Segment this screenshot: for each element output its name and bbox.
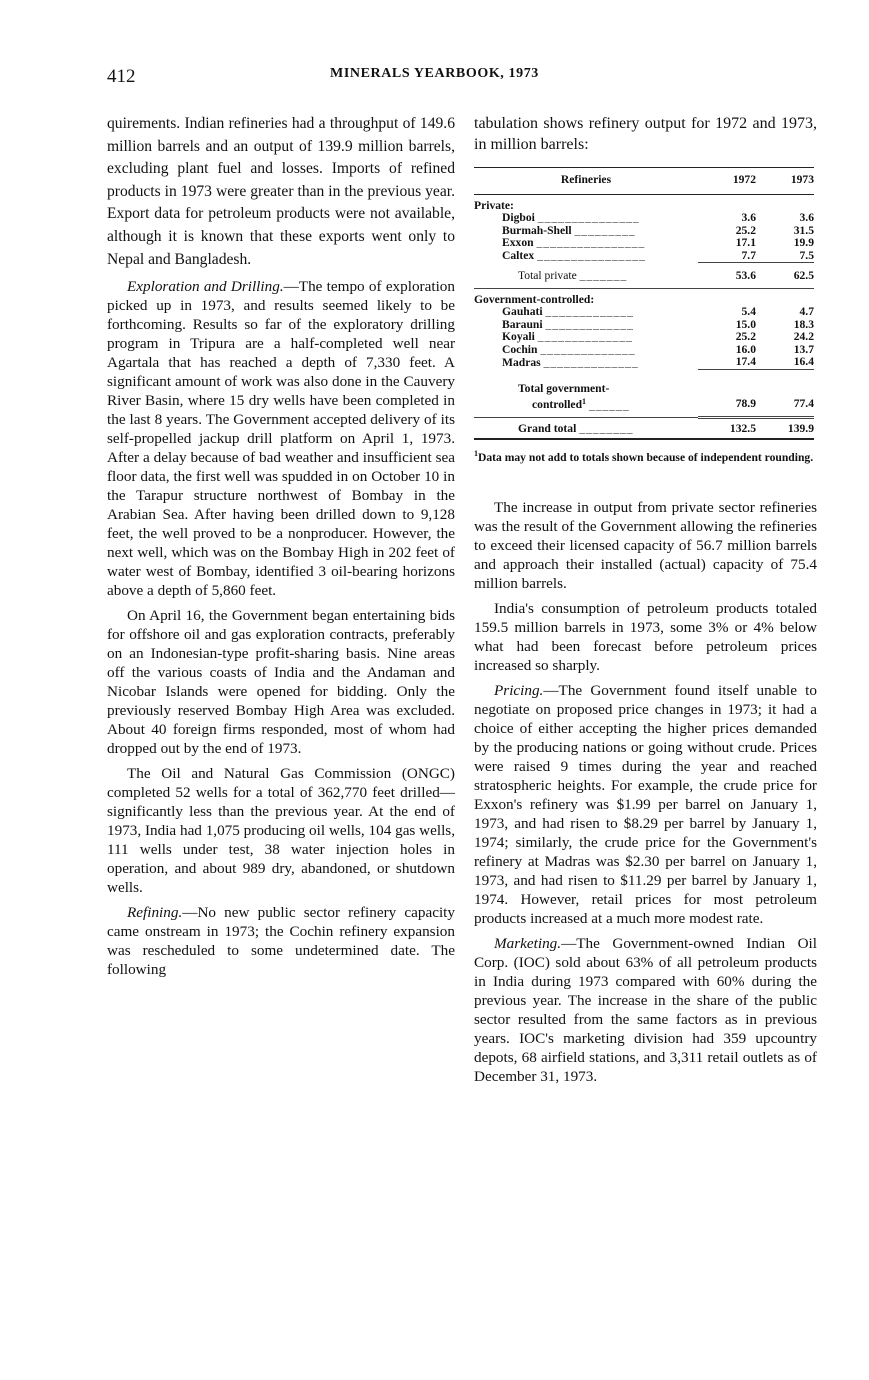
left-column xyxy=(107,113,455,985)
value-1972: 17.4 xyxy=(735,355,756,368)
right-column xyxy=(474,113,817,1092)
group-label-row xyxy=(474,194,814,212)
section-heading-marketing: Marketing. xyxy=(494,935,562,953)
refinery-name: Madras xyxy=(502,355,541,369)
refinery-name: Barauni xyxy=(502,317,543,331)
paragraph-exploration xyxy=(107,277,455,600)
value-1973: 139.9 xyxy=(756,417,814,439)
total-private-row xyxy=(474,263,814,289)
group-label-row xyxy=(474,288,814,306)
leader-dots: ______________ xyxy=(537,330,633,343)
paragraph-text: —No new public sector refinery capacity came onstream in 1973; the Cochin refinery expansion was rescheduled to some undetermined date. The following xyxy=(107,904,455,979)
paragraph-text: —The tempo of exploration picked up in 1973, and results seemed likely to be forthcoming. Results so far of the exploratory drilling program in Tripura are a half-completed well near Agartala that has reached a depth of 7,330 feet. A significant amount of work was also done in the Cauvery River Basin, where 15 dry wells have been completed in the last 8 years. The Government accepted delivery of its self-propelled jackup drill platform on April 1, 1973. After a delay because of bad weather and insufficient sea floor data, the first well was spudded in on October 10 in the Tarapur structure northwest of Bombay in the Arabian Sea. After having been drilled down to 9,128 feet, the well proved to be a nonproducer. However, the next well, which was on the Bombay High in 202 feet of water west of Bombay, identified 3 oil-bearing horizons above a depth of 5,860 feet. xyxy=(107,278,455,600)
leader-dots: ______________ xyxy=(543,355,639,369)
footnote-marker: 1 xyxy=(474,449,478,459)
value-1972: 17.1 xyxy=(735,236,756,249)
value-1973: 18.3 xyxy=(793,317,814,331)
paragraph-ongc: The Oil and Natural Gas Commission (ONGC) completed 52 wells for a total of 362,770 feet drilled—significantly less than the previous year. At the end of 1973, India had 1,075 producing oil wells, 104 gas wells, 111 wells under test, 38 water injection holes in operation, and about 989 dry, abandoned, or shutdown wells. xyxy=(107,765,455,897)
refinery-name: Koyali xyxy=(502,330,535,343)
table-footnote xyxy=(474,448,817,464)
leader-dots: ________________ xyxy=(536,236,646,249)
value-1972: 53.6 xyxy=(698,263,756,289)
running-title: MINERALS YEARBOOK, 1973 xyxy=(330,66,539,81)
section-heading-pricing: Pricing. xyxy=(494,682,544,700)
paragraph-text: —The Government-owned Indian Oil Corp. (IOC) sold about 63% of all petroleum products in India during 1973 compared with 60% during the previous year. The increase in the share of the public sector resulted from the same factors as in previous years. IOC's marketing division had 359 upcountry depots, 68 airfield stations, and 3,311 retail outlets as of December 31, 1973. xyxy=(474,935,817,1086)
value-1972: 25.2 xyxy=(735,223,756,237)
paragraph-imports: quirements. Indian refineries had a throughput of 149.6 million barrels and an output of 139.9 million barrels, excluding plant fuel and losses. Imports of refined products in 1973 were greater than in the previous year. Export data for petroleum products were not available, although it is known that these exports went only to Nepal and Bangladesh. xyxy=(107,115,455,268)
page-number: 412 xyxy=(107,66,136,87)
paragraph-pricing xyxy=(474,681,817,928)
paragraph-consumption: India's consumption of petroleum products totaled 159.5 million barrels in 1973, some 3% or 4% below what had been forecast before petroleum prices increased so sharply. xyxy=(474,600,817,675)
section-heading-refining: Refining. xyxy=(127,904,183,922)
value-1973: 3.6 xyxy=(799,211,814,224)
table-intro: tabulation shows refinery output for 1972 and 1973, in million barrels: xyxy=(474,115,817,153)
paragraph-offshore-bids: On April 16, the Government began entertaining bids for offshore oil and gas exploration contracts, preferably on an Indonesian-type profit-sharing basis. Nine areas off the various coasts of India and the Andaman and Nicobar Islands were opened for bidding. Only the previously reserved Bombay High Area was excluded. About 40 foreign firms responded, most of whom had dropped out by the end of 1973. xyxy=(107,607,455,758)
leader-dots: _______________ xyxy=(537,211,640,224)
refinery-name: Gauhati xyxy=(502,305,543,318)
leader-dots: _______ xyxy=(579,269,628,282)
section-heading-exploration: Exploration and Drilling. xyxy=(127,278,284,296)
refinery-output-table xyxy=(474,167,817,464)
total-label-cont: controlled xyxy=(532,398,583,412)
table-header-row xyxy=(474,168,814,195)
value-1973: 19.9 xyxy=(793,236,814,249)
value-1972: 3.6 xyxy=(741,211,756,224)
total-government-row xyxy=(474,369,814,417)
value-1973: 4.7 xyxy=(799,305,814,318)
col-header-refineries: Refineries xyxy=(474,168,698,195)
refinery-name: Burmah-Shell xyxy=(502,223,572,237)
value-1973: 77.4 xyxy=(756,369,814,417)
total-label: Total government- xyxy=(518,382,610,395)
paragraph-text: —The Government found itself unable to negotiate on proposed price changes in 1973; it had a choice of either accepting the higher prices demanded by the producing nations or going without crude. Prices were raised 9 times during the year and reached stratospheric heights. For example, the crude price for Exxon's refinery was $1.99 per barrel on January 1, 1973, and had risen to $8.29 per barrel by January 1, 1974; similarly, the crude price for the Government's refinery at Madras was $2.30 per barrel on January 1, 1973, and had risen to $11.29 per barrel by January 1, 1974. However, retail prices for most petroleum products increased at a much more modest rate. xyxy=(474,682,817,928)
col-header-1972: 1972 xyxy=(698,168,756,195)
value-1973: 16.4 xyxy=(793,355,814,368)
leader-dots: ________________ xyxy=(537,249,646,262)
value-1972: 15.0 xyxy=(735,317,756,331)
table-row xyxy=(474,250,814,263)
refinery-name: Cochin xyxy=(502,342,538,356)
paragraph-private-output: The increase in output from private sector refineries was the result of the Government allowing the refineries to exceed their licensed capacity of 56.7 million barrels and approach their installed (actual) capacity of 75.4 million barrels. xyxy=(474,499,817,593)
leader-dots: ______ xyxy=(588,398,630,412)
group-label-government: Government-controlled: xyxy=(474,288,698,306)
leader-dots: ________ xyxy=(579,421,634,435)
value-1973: 31.5 xyxy=(793,223,814,237)
value-1972: 5.4 xyxy=(741,305,756,318)
leader-dots: ______________ xyxy=(540,342,636,356)
refinery-name: Exxon xyxy=(502,236,534,249)
grand-total-label: Grand total xyxy=(518,421,577,435)
table-row xyxy=(474,344,814,357)
value-1972: 132.5 xyxy=(698,417,756,439)
value-1972: 7.7 xyxy=(741,248,756,262)
total-label: Total private xyxy=(518,269,577,282)
leader-dots: _____________ xyxy=(545,317,634,331)
refinery-name: Digboi xyxy=(502,211,535,224)
leader-dots: _________ xyxy=(574,223,636,237)
paragraph-marketing xyxy=(474,934,817,1086)
footnote-marker: 1 xyxy=(582,396,587,406)
table-row xyxy=(474,356,814,369)
value-1972: 25.2 xyxy=(735,330,756,343)
table-row xyxy=(474,237,814,250)
leader-dots: _____________ xyxy=(545,305,634,318)
value-1973: 62.5 xyxy=(756,263,814,289)
value-1973: 7.5 xyxy=(799,248,814,262)
grand-total-row xyxy=(474,417,814,439)
refinery-name: Caltex xyxy=(502,249,535,262)
paragraph-refining xyxy=(107,903,455,979)
value-1973: 24.2 xyxy=(793,330,814,343)
group-label-private: Private: xyxy=(474,198,514,212)
value-1972: 16.0 xyxy=(735,342,756,356)
value-1973: 13.7 xyxy=(793,342,814,356)
col-header-1973: 1973 xyxy=(756,168,814,195)
value-1972: 78.9 xyxy=(698,369,756,417)
footnote-text: Data may not add to totals shown because of independent rounding. xyxy=(478,451,814,465)
